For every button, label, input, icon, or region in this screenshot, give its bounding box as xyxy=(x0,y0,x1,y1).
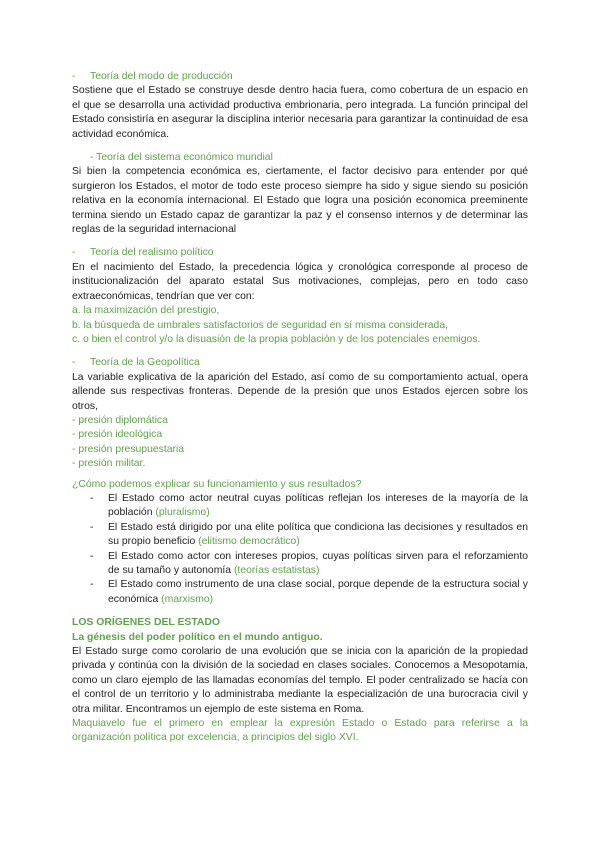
list-item: b. la búsqueda de umbrales satisfactorios de seguridad en sí misma considerada, xyxy=(72,319,449,331)
paragraph-realismo: En el nacimiento del Estado, la precedencia lógica y cronológica corresponde al proceso de institucionalización del aparato estatal Sus motivaciones, complejas, pero en todo caso extraeconómicas, tendrían que ver con: xyxy=(72,261,528,302)
paragraph-modo-produccion: Sostiene que el Estado se construye desde dentro hacia fuera, como cobertura de un espacio en el que se desarrolla una actividad productiva embrionaria, pero integrada. La función principal del Estado consistiría en asegurar la disciplina interior necesaria para garantizar la continuidad de esa actividad económica. xyxy=(72,85,528,140)
list-item: - presión diplomática xyxy=(72,414,168,426)
section-title-origenes: LOS ORÍGENES DEL ESTADO xyxy=(72,617,220,629)
section-heading-realismo xyxy=(72,246,528,260)
list-item: - El Estado como actor con intereses propios, cuyas políticas sirven para el reforzamiento de su tamaño y autonomía (teorías estatistas) xyxy=(90,550,528,576)
heading-text: Teoría de la Geopolítica xyxy=(90,357,200,369)
theory-tag: (marxismo) xyxy=(161,593,214,605)
section-heading-modo-produccion xyxy=(72,70,528,84)
list-item: c. o bien el control y/o la disuasión de la propia población y de los potenciales enemigos. xyxy=(72,333,481,345)
list-item: - El Estado como actor neutral cuyas políticas reflejan los intereses de la mayoría de la población (pluralismo) xyxy=(90,492,528,519)
section-subtitle-genesis: La génesis del poder político en el mundo antiguo. xyxy=(72,631,323,643)
paragraph-origenes: El Estado surge como corolario de una evolución que se inicia con la aparición de la propiedad privada y continúa con la división de la sociedad en clases sociales. Conocemos a Mesopotamia, como un claro ejemplo de las llamadas economías del templo. El poder centralizado se hacía con el control de un territorio y lo administraba mediante la especialización de una burocracia civil y otra militar. Encontramos un ejemplo de este sistema en Roma. xyxy=(72,646,528,715)
paragraph-geopolitica: La variable explicativa de la aparición del Estado, así como de su comportamiento actual, opera allende sus respectivas fronteras. Depende de la presión que unos Estados ejercen sobre los otros, xyxy=(72,371,528,412)
theory-tag: (teorías estatistas) xyxy=(233,565,320,576)
list-item: - presión militar. xyxy=(72,458,146,470)
theory-tag: (elitismo democrático) xyxy=(198,536,300,548)
heading-text: - Teoría del sistema económico mundial xyxy=(90,152,273,164)
dash-bullet: - xyxy=(72,357,76,369)
heading-text: Teoría del modo de producción xyxy=(90,71,233,82)
paragraph-sistema-mundial: Si bien la competencia económica es, ciertamente, el factor decisivo para entender por qué surgieron los Estados, el motor de todo este proceso siempre ha sido y sigue siendo su posición relativa en la economía internacional. El Estado que logra una posición economica preeminente termina siendo un Estado capaz de garantizar la paz y el consenso internos y de determinar las reglas de la seguridad internacional xyxy=(72,166,528,236)
section-heading-sistema-mundial xyxy=(72,151,528,165)
list-item: - presión ideológica xyxy=(72,429,163,441)
theory-tag: (pluralismo) xyxy=(155,507,210,519)
list-item: - presión presupuestaria xyxy=(72,443,185,455)
list-item: - El Estado como instrumento de una clase social, porque depende de la estructura social y económica (marxismo) xyxy=(90,579,528,605)
section-heading-geopolitica xyxy=(72,356,528,370)
paragraph-maquiavelo: Maquiavelo fue el primero en emplear la expresión Estado o Estado para referirse a la organización política por excelencia, a principios del siglo XVI. xyxy=(72,718,528,744)
list-item: - El Estado está dirigido por una elite política que condiciona las decisiones y resultados en su propio beneficio (elitismo democrático) xyxy=(90,521,528,548)
heading-text: Teoría del realismo político xyxy=(90,247,214,259)
list-item: a. la maximización del prestigio, xyxy=(72,305,220,317)
dash-bullet: - xyxy=(72,247,76,259)
document-content xyxy=(72,70,528,746)
question-list xyxy=(72,492,528,607)
dash-bullet: - xyxy=(72,71,76,82)
question-heading: ¿Cómo podemos explicar su funcionamiento y sus resultados? xyxy=(72,478,362,490)
